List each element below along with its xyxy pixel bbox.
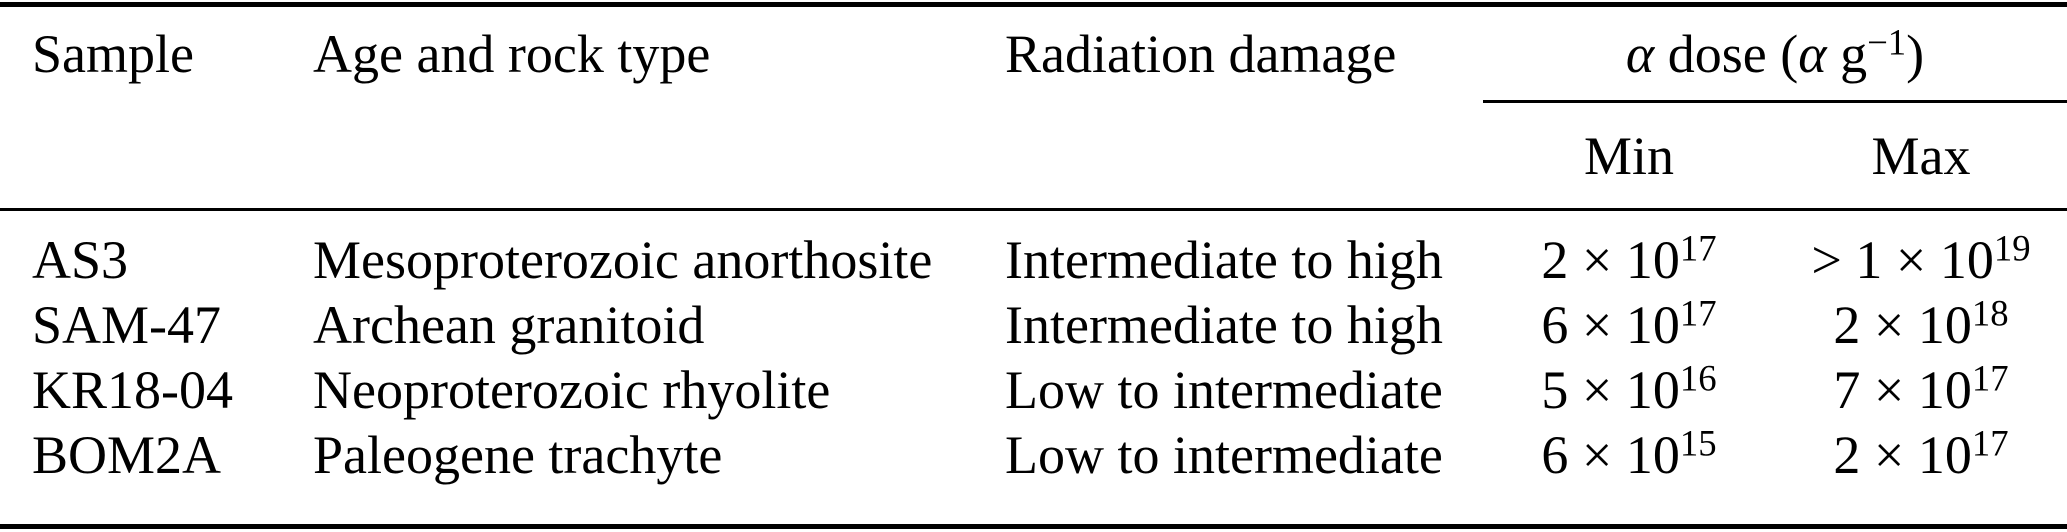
age-rock-type: Mesoproterozoic anorthosite [313, 229, 933, 290]
dose-min-exponent: 15 [1679, 421, 1717, 463]
dose-header-unit: g [1826, 23, 1868, 84]
radiation-damage: Low to intermediate [1005, 424, 1443, 485]
dose-min-exponent: 17 [1679, 291, 1717, 333]
dose-column-rule [1483, 100, 2067, 103]
sample-id: BOM2A [32, 424, 222, 485]
radiation-damage: Intermediate to high [1005, 294, 1443, 355]
col-header-sample: Sample [32, 23, 194, 84]
dose-max-exponent: 18 [1971, 291, 2009, 333]
col-header-radiation-damage: Radiation damage [1005, 23, 1397, 84]
dose-max-base: > 1 × 10 [1811, 229, 1994, 290]
age-rock-type: Archean granitoid [313, 294, 705, 355]
table-subheader-row [0, 103, 2067, 208]
dose-min [1483, 291, 1775, 355]
dose-max-exponent: 19 [1993, 226, 2031, 268]
table-row [0, 357, 2067, 422]
dose-max-exponent: 17 [1971, 421, 2009, 463]
dose-min [1483, 226, 1775, 290]
dose-header-exponent: −1 [1867, 20, 1907, 62]
table-body [0, 211, 2067, 487]
dose-max-base: 2 × 10 [1833, 294, 1972, 355]
age-rock-type: Neoproterozoic rhyolite [313, 359, 831, 420]
dose-max-base: 7 × 10 [1833, 359, 1972, 420]
dose-max [1775, 421, 2067, 485]
dose-min-base: 2 × 10 [1541, 229, 1680, 290]
dose-min [1483, 421, 1775, 485]
dose-min-exponent: 16 [1679, 356, 1717, 398]
alpha-symbol: α [1798, 23, 1827, 84]
dose-max-base: 2 × 10 [1833, 424, 1972, 485]
table-row [0, 292, 2067, 357]
dose-min [1483, 356, 1775, 420]
radiation-damage: Low to intermediate [1005, 359, 1443, 420]
table-row [0, 422, 2067, 487]
sample-id: KR18-04 [32, 359, 233, 420]
dose-min-exponent: 17 [1679, 226, 1717, 268]
col-header-age-rock-type: Age and rock type [313, 23, 711, 84]
dose-min-base: 6 × 10 [1541, 424, 1680, 485]
dose-max [1775, 291, 2067, 355]
bottom-spacer [0, 487, 2067, 524]
alpha-symbol: α [1625, 23, 1655, 84]
dose-header-text: dose ( [1654, 23, 1799, 84]
table-bottom-rule [0, 524, 2067, 529]
col-header-alpha-dose [1483, 20, 2067, 84]
sample-id: SAM-47 [32, 294, 222, 355]
dose-header-close-paren: ) [1906, 23, 1925, 84]
col-header-min: Min [1583, 125, 1675, 186]
age-rock-type: Paleogene trachyte [313, 424, 723, 485]
table-header-row [0, 7, 2067, 100]
radiation-damage: Intermediate to high [1005, 229, 1443, 290]
dose-max-exponent: 17 [1971, 356, 2009, 398]
sample-id: AS3 [32, 229, 129, 290]
col-header-max: Max [1871, 125, 1971, 186]
dose-min-base: 5 × 10 [1541, 359, 1680, 420]
dose-max [1775, 356, 2067, 420]
dose-min-base: 6 × 10 [1541, 294, 1680, 355]
dose-max [1775, 226, 2067, 290]
table-row [0, 227, 2067, 292]
